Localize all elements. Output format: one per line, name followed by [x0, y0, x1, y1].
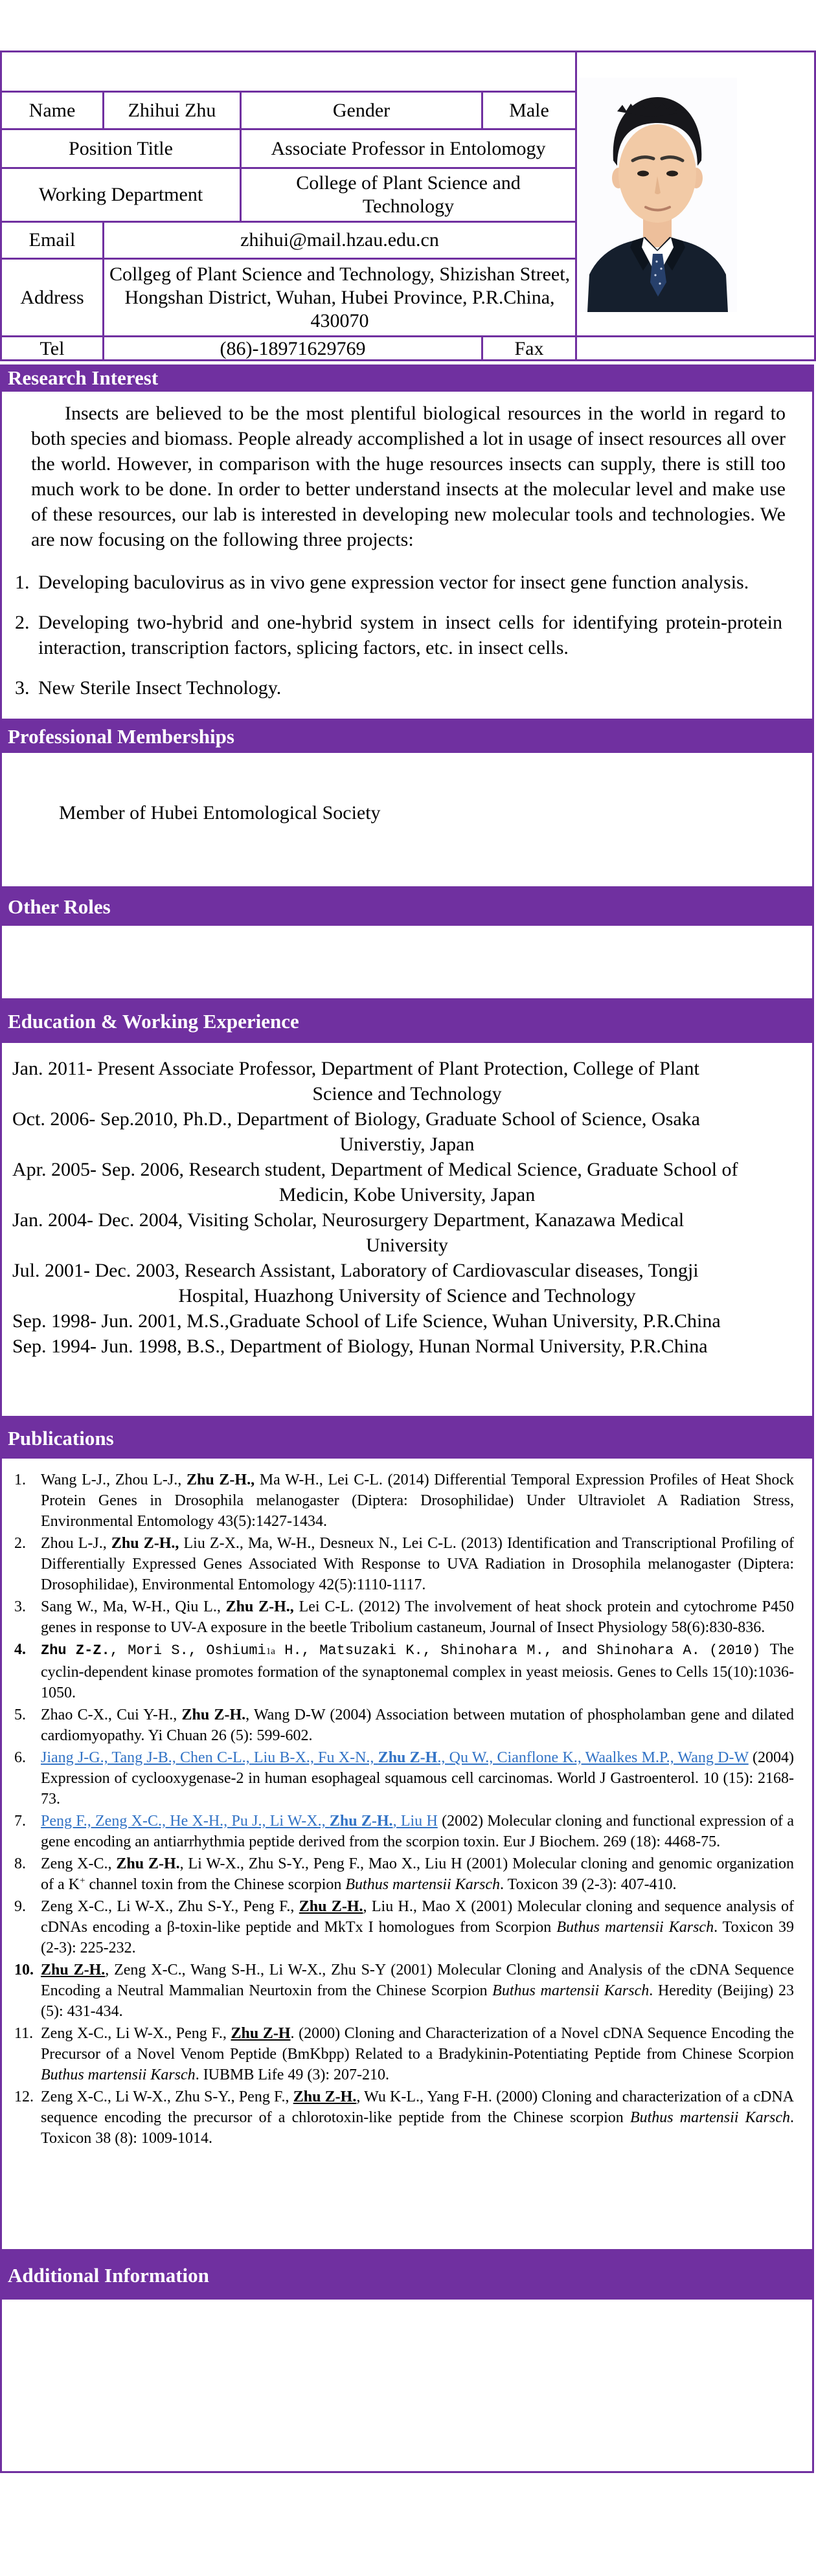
membership-item: Member of Hubei Entomological Society	[59, 802, 381, 823]
publication-number: 8.	[14, 1855, 26, 1872]
item-number: 1.	[15, 572, 30, 593]
item-number: 3.	[15, 677, 30, 699]
education-entry	[2, 1308, 812, 1334]
publication-number: 11.	[14, 2025, 34, 2042]
publication-text-segment: Ma W-H., Lei C-L. (2014) Differential Temporal Expression Profiles of Heat Shock Protein Genes in Drosophila melanogaster (Diptera: Drosophilidae) Under Ultraviolet A Radiation Stress, Environmental Entomology 43(5):1427-1434.	[41, 1472, 795, 1530]
education-entry	[2, 1056, 812, 1106]
professional-memberships-content	[0, 753, 814, 888]
personal-info-header-label: Personal Information	[199, 60, 378, 82]
section-title: Additional Information	[8, 2263, 209, 2287]
publication-author-link[interactable]: ., Qu W., Cianflone K., Waalkes M.P., Wang D-W	[437, 1749, 749, 1766]
education-entry-line: Jul. 2001- Dec. 2003, Research Assistant, Laboratory of Cardiovascular diseases, Tongji	[12, 1260, 699, 1281]
publication-item	[2, 1533, 812, 1595]
publication-author-link[interactable]: Jiang J-G., Tang J-B., Chen C-L., Liu B-X., Fu X-N.,	[41, 1749, 378, 1766]
publication-author-link[interactable]: Peng F., Zeng X-C., He X-H., Pu J., Li W-X.,	[41, 1813, 330, 1830]
publication-text-segment: Zhu Z-H.,	[186, 1472, 255, 1488]
publication-text-segment: , Li W-X., Zhu S-Y., Peng F., Mao X., Liu H (2001) Molecular cloning and genomic organization of a K	[41, 1855, 794, 1893]
education-entry-line: Apr. 2005- Sep. 2006, Research student, Department of Medical Science, Graduate School of	[12, 1159, 738, 1180]
education-entry-line: Science and Technology	[312, 1083, 502, 1104]
publication-text-segment: Buthus martensii Karsch	[492, 1982, 650, 1999]
publication-number: 2.	[14, 1535, 26, 1552]
publication-item	[2, 1960, 812, 2022]
education-entry-line: Medicin, Kobe University, Japan	[278, 1184, 536, 1205]
education-entry	[2, 1106, 812, 1157]
address-value: Collgeg of Plant Science and Technology, Shizishan Street, Hongshan District, Wuhan, Hubei Province, P.R.China, 430070	[104, 259, 576, 337]
publication-number: 5.	[14, 1707, 26, 1723]
publication-number: 3.	[14, 1598, 26, 1615]
publication-author-link[interactable]: , Liu H	[392, 1813, 438, 1830]
section-title: Research Interest	[8, 366, 159, 389]
tel-value: (86)-18971629769	[104, 337, 482, 361]
publication-text-segment: Lei C-L. (2012) The involvement of heat shock protein and cytochrome P450 genes in response to UV-A exposure in the beetle Tribolium castaneum, Journal of Insect Physiology 58(6):830-836.	[41, 1598, 795, 1636]
publication-text-segment: Zhu Z-H.,	[225, 1598, 294, 1615]
education-entries	[2, 1043, 812, 1359]
section-header-research-interest	[0, 364, 814, 392]
publication-text	[41, 1896, 812, 1958]
publication-text-segment: . (2000) Cloning and Characterization of a Novel cDNA Sequence Encoding the Precursor of a Novel Venom Peptide (BmKbpp) Related to a Bradykinin-Potentiating Peptide from Chinese Scorpion	[41, 2025, 795, 2063]
name-value: Zhihui Zhu	[104, 92, 241, 129]
publication-text-segment: Buthus martensii Karsch	[41, 2066, 196, 2083]
section-title: Publications	[8, 1426, 114, 1450]
publication-text-segment: Zhu Z-H.	[41, 1962, 106, 1978]
research-interest-paragraph: Insects are believed to be the most plentiful biological resources in the world in regard to both species and biomass. People already accomplished a lot in usage of insect resources all over the world. However, in comparison with the huge resources insects can supply, there is still too much work to be done. In order to better understand insects at the molecular level and make use of these resources, our lab is interested in developing new molecular tools and technologies. We are now focusing on the following three projects:	[31, 403, 786, 550]
item-number: 2.	[15, 612, 30, 633]
publication-number: 1.	[14, 1472, 26, 1488]
education-entry	[2, 1157, 812, 1207]
publication-text	[41, 1960, 812, 2022]
section-title: Professional Memberships	[8, 725, 234, 748]
publication-text	[41, 1470, 812, 1532]
gender-label: Gender	[241, 92, 482, 129]
publication-number: 12.	[14, 2089, 34, 2105]
publication-text	[41, 1533, 812, 1595]
fax-label: Fax	[482, 337, 576, 361]
publication-item	[2, 1854, 812, 1895]
fax-value	[576, 337, 815, 361]
publication-text-segment: Zhu Z-H.	[293, 2089, 357, 2105]
publication-text-segment: , Wu K-L., Yang F-H. (2000) Cloning and characterization of a cDNA sequence encoding the precursor of a chlorotoxin-like peptide from the Chinese scorpion	[41, 2089, 794, 2126]
publication-text-segment: , Mori S., Oshiumi	[109, 1642, 266, 1659]
research-project-item	[2, 570, 812, 595]
personal-info-header	[1, 52, 576, 92]
publication-item	[2, 1596, 812, 1638]
publication-text-segment: . Heredity (Beijing) 23 (5): 431-434.	[41, 1982, 794, 2020]
publication-text-segment: , Zeng X-C., Wang S-H., Li W-X., Zhu S-Y (2001) Molecular Cloning and Analysis of the cDNA Sequence Encoding a Neutral Mammalian Neurtoxin from the Chinese Scorpion	[41, 1962, 794, 1999]
publication-text-segment: . Toxicon 38 (8): 1009-1014.	[41, 2109, 794, 2147]
publication-text-segment: channel toxin from the Chinese scorpion	[85, 1876, 346, 1893]
research-interest-content	[0, 392, 814, 721]
gender-value: Male	[482, 92, 576, 129]
publication-text	[41, 1811, 812, 1852]
publication-text-segment: (2002) Molecular cloning and functional expression of a gene encoding an antiarrhythmia peptide derived from the scorpion toxin. Eur J Biochem. 269 (18): 4468-75.	[41, 1813, 794, 1850]
section-title: Other Roles	[8, 895, 111, 918]
publication-text	[41, 2023, 812, 2085]
publication-item	[2, 1896, 812, 1958]
publication-text-segment: Zhu Z-H	[231, 2025, 291, 2042]
education-entry	[2, 1207, 812, 1258]
publication-number: 10.	[14, 1962, 34, 1978]
tel-label: Tel	[1, 337, 104, 361]
publication-number: 9.	[14, 1898, 26, 1915]
publication-text-segment: Wang L-J., Zhou L-J.,	[41, 1472, 187, 1488]
section-header-professional-memberships	[0, 721, 814, 753]
publication-text	[41, 1705, 812, 1746]
working-department-label: Working Department	[1, 168, 241, 222]
publication-author-link[interactable]: Zhu Z-H.	[329, 1813, 393, 1830]
publication-item	[2, 1811, 812, 1852]
publication-text-segment: Zeng X-C., Li W-X., Zhu S-Y., Peng F.,	[41, 1898, 299, 1915]
education-entry-line: Jan. 2004- Dec. 2004, Visiting Scholar, Neurosurgery Department, Kanazawa Medical	[12, 1209, 685, 1231]
publication-item	[2, 1639, 812, 1703]
name-label: Name	[1, 92, 104, 129]
publication-text-segment: . Toxicon 39 (2-3): 407-410.	[500, 1876, 677, 1893]
education-entry-line: Jan. 2011- Present Associate Professor, Department of Plant Protection, College of Plant	[12, 1058, 699, 1079]
publication-text-segment: 1a	[266, 1646, 275, 1657]
section-title: Education & Working Experience	[8, 1010, 299, 1033]
publication-text	[41, 1854, 812, 1895]
working-department-value: College of Plant Science and Technology	[241, 168, 576, 222]
publication-text-segment: Sang W., Ma, W-H., Qiu L.,	[41, 1598, 226, 1615]
research-project-item	[2, 610, 812, 660]
publication-text-segment: . IUBMB Life 49 (3): 207-210.	[195, 2066, 389, 2083]
education-entry-line: Oct. 2006- Sep.2010, Ph.D., Department of Biology, Graduate School of Science, Osaka	[12, 1108, 700, 1130]
publication-text-segment: Zeng X-C., Li W-X., Peng F.,	[41, 2025, 231, 2042]
other-roles-content	[0, 926, 814, 1000]
publication-text-segment: Zeng X-C., Li W-X., Zhu S-Y., Peng F.,	[41, 2089, 293, 2105]
additional-information-content	[0, 2300, 814, 2473]
publication-text-segment: Zhao C-X., Cui Y-H.,	[41, 1707, 182, 1723]
research-interest-list	[2, 570, 812, 700]
section-header-education-working-experience	[0, 1000, 814, 1043]
publication-text-segment: H., Matsuzaki K., Shinohara M., and Shinohara A. (2010)	[275, 1642, 770, 1659]
publications-content	[0, 1459, 814, 2251]
item-text: Developing baculovirus as in vivo gene expression vector for insect gene function analysis.	[38, 572, 749, 593]
publication-item	[2, 1470, 812, 1532]
profile-sections	[0, 364, 814, 2473]
email-value: zhihui@mail.hzau.edu.cn	[104, 222, 576, 259]
publication-text-segment: The cyclin-dependent kinase promotes formation of the synaptonemal complex in yeast meiosis. Genes to Cells 15(10):1036-1050.	[41, 1641, 795, 1701]
section-header-publications	[0, 1418, 814, 1459]
publication-number: 7.	[14, 1813, 26, 1830]
publication-item	[2, 1705, 812, 1746]
publication-text-segment: Liu Z-X., Ma, W-H., Desneux N., Lei C-L. (2013) Identification and Transcriptional Profiling of Differentially Expressed Genes Associated With Response to UVA Radiation in Drosophila melanogaster (Diptera: Drosophilidae), Environmental Entomology 42(5):1110-1117.	[41, 1535, 794, 1593]
research-project-item	[2, 675, 812, 700]
position-title-label: Position Title	[1, 129, 241, 168]
education-content	[0, 1043, 814, 1418]
publication-text-segment: Zhu Z-H.	[116, 1855, 180, 1872]
publication-item	[2, 2023, 812, 2085]
publication-text-segment: Buthus martensii Karsch	[556, 1919, 714, 1936]
publication-text-segment: Zhou L-J.,	[41, 1535, 111, 1552]
education-entry	[2, 1258, 812, 1308]
publication-text-segment: Zhu Z-H.	[181, 1707, 246, 1723]
publication-text	[41, 1747, 812, 1809]
education-entry-line: Hospital, Huazhong University of Science and Technology	[178, 1285, 636, 1306]
education-entry	[2, 1334, 812, 1359]
publication-text-segment: , Wang D-W (2004) Association between mutation of phospholamban gene and dilated cardiomyopathy. Yi Chuan 26 (5): 599-602.	[41, 1707, 794, 1744]
address-label: Address	[1, 259, 104, 337]
publication-number: 4.	[14, 1641, 26, 1658]
publication-text-segment: Buthus martensii Karsch	[345, 1876, 501, 1893]
education-entry-line: Sep. 1998- Jun. 2001, M.S.,Graduate School of Life Science, Wuhan University, P.R.China	[12, 1310, 721, 1332]
profile-photo	[578, 78, 737, 312]
photo-cell	[576, 52, 815, 337]
item-text: Developing two-hybrid and one-hybrid system in insect cells for identifying protein-protein interaction, transcription factors, splicing factors, etc. in insect cells.	[38, 612, 782, 658]
publication-text-segment: Zeng X-C.,	[41, 1855, 117, 1872]
publication-item	[2, 1747, 812, 1809]
education-entry-line: Universtiy, Japan	[339, 1134, 475, 1155]
publication-text-segment: Zhu Z-H.,	[111, 1535, 179, 1552]
personal-info-table	[0, 50, 816, 361]
publication-text-segment: . Toxicon 39 (2-3): 225-232.	[41, 1919, 794, 1956]
publication-text	[41, 1639, 812, 1703]
publication-text-segment: Zhu Z-H.	[299, 1898, 363, 1915]
publication-text-segment: Buthus martensii Karsch	[629, 2109, 790, 2126]
item-text: New Sterile Insect Technology.	[38, 677, 282, 699]
publication-number: 6.	[14, 1749, 26, 1766]
publication-text-segment: Zhu Z-Z.	[41, 1642, 110, 1659]
publication-item	[2, 2087, 812, 2149]
section-header-other-roles	[0, 888, 814, 926]
education-entry-line: University	[366, 1235, 448, 1256]
email-label: Email	[1, 222, 104, 259]
publication-text	[41, 2087, 812, 2149]
education-entry-line: Sep. 1994- Jun. 1998, B.S., Department of Biology, Hunan Normal University, P.R.China	[12, 1336, 708, 1357]
publication-text-segment: +	[79, 1876, 85, 1886]
publication-text-segment: (2004) Expression of cyclooxygenase-2 in human esophageal squamous cell carcinomas. World J Gastroenterol. 10 (15): 2168-73.	[41, 1749, 794, 1808]
position-title-value: Associate Professor in Entolomogy	[241, 129, 576, 168]
section-header-additional-information	[0, 2251, 814, 2300]
publications-list	[2, 1459, 812, 2149]
publication-author-link[interactable]: Zhu Z-H	[378, 1749, 438, 1766]
publication-text	[41, 1596, 812, 1638]
publication-text-segment: , Liu H., Mao X (2001) Molecular cloning and sequence analysis of cDNAs encoding a β-toxin-like peptide and MkTx I homologues from Scorpion	[41, 1898, 794, 1936]
